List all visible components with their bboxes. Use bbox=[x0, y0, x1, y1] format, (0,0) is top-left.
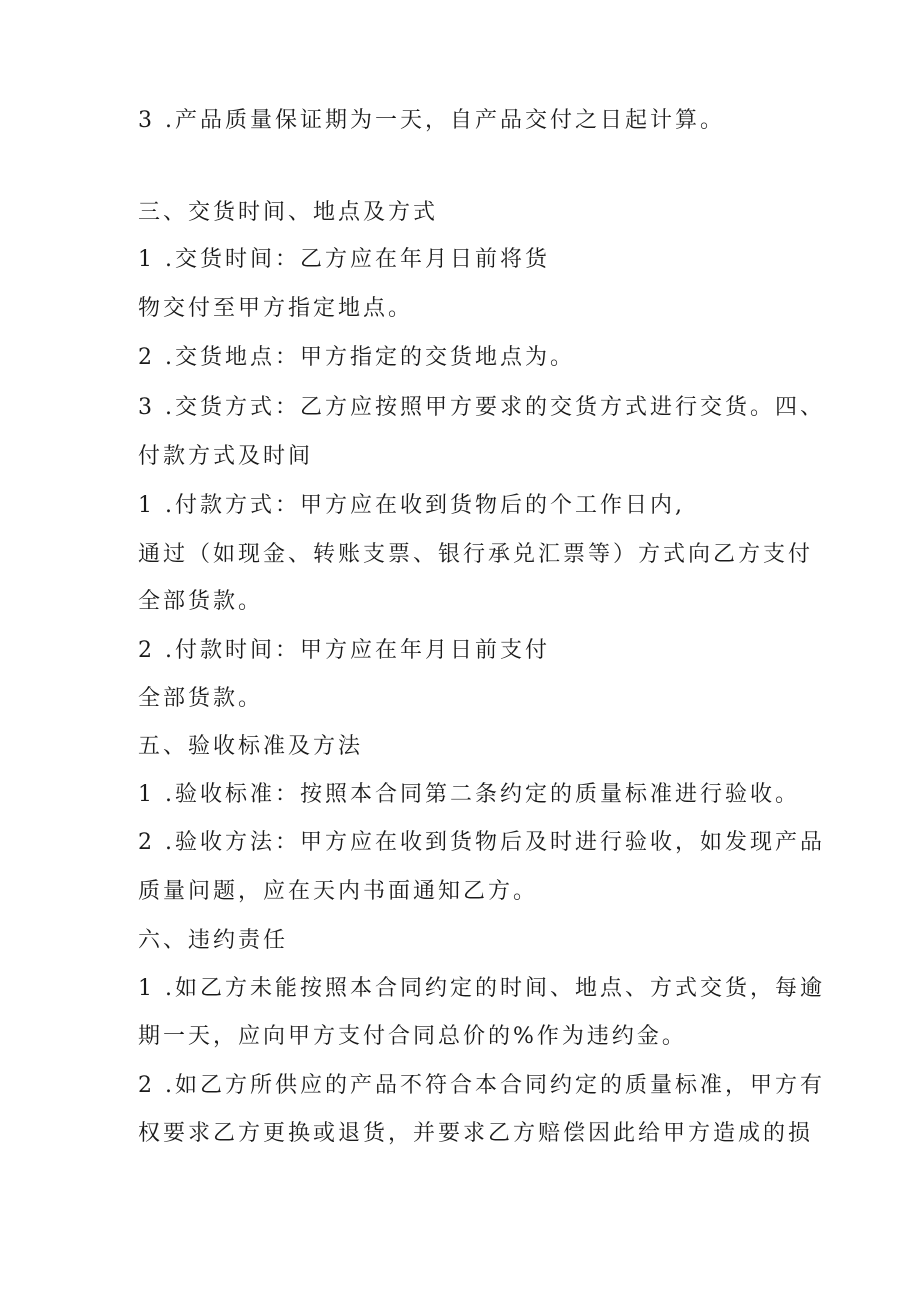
clause-4-1-payment-method: 1 .付款方式：甲方应在收到货物后的个工作日内, bbox=[138, 493, 685, 518]
clause-4-1-continuation: 通过（如现金、转账支票、银行承兑汇票等）方式向乙方支付 bbox=[138, 542, 814, 567]
clause-6-2-continuation: 权要求乙方更换或退货，并要求乙方赔偿因此给甲方造成的损 bbox=[138, 1121, 814, 1146]
section-4-heading: 付款方式及时间 bbox=[138, 444, 314, 469]
clause-3-1-continuation: 物交付至甲方指定地点。 bbox=[138, 296, 414, 321]
clause-4-1-end: 全部货款。 bbox=[138, 589, 264, 614]
clause-3-3-delivery-method: 3 .交货方式：乙方应按照甲方要求的交货方式进行交货。四、 bbox=[138, 395, 825, 420]
clause-6-1-continuation: 期一天，应向甲方支付合同总价的%作为违约金。 bbox=[138, 1024, 687, 1049]
clause-4-2-payment-time: 2 .付款时间：甲方应在年月日前支付 bbox=[138, 638, 550, 663]
clause-5-2-method: 2 .验收方法：甲方应在收到货物后及时进行验收，如发现产品 bbox=[138, 830, 825, 855]
clause-3-1-delivery-time: 1 .交货时间：乙方应在年月日前将货 bbox=[138, 247, 550, 272]
section-5-heading: 五、验收标准及方法 bbox=[138, 734, 364, 759]
clause-5-1-standard: 1 .验收标准：按照本合同第二条约定的质量标准进行验收。 bbox=[138, 782, 800, 807]
clause-6-1-late-delivery: 1 .如乙方未能按照本合同约定的时间、地点、方式交货，每逾 bbox=[138, 976, 825, 1001]
section-6-heading: 六、违约责任 bbox=[138, 928, 289, 953]
clause-3-2-delivery-place: 2 .交货地点：甲方指定的交货地点为。 bbox=[138, 345, 575, 370]
clause-6-2-quality: 2 .如乙方所供应的产品不符合本合同约定的质量标准，甲方有 bbox=[138, 1073, 825, 1098]
clause-5-2-continuation: 质量问题，应在天内书面通知乙方。 bbox=[138, 879, 539, 904]
clause-2-3-warranty: 3 .产品质量保证期为一天，自产品交付之日起计算。 bbox=[138, 108, 725, 133]
clause-4-2-end: 全部货款。 bbox=[138, 686, 264, 711]
section-3-heading: 三、交货时间、地点及方式 bbox=[138, 200, 439, 225]
